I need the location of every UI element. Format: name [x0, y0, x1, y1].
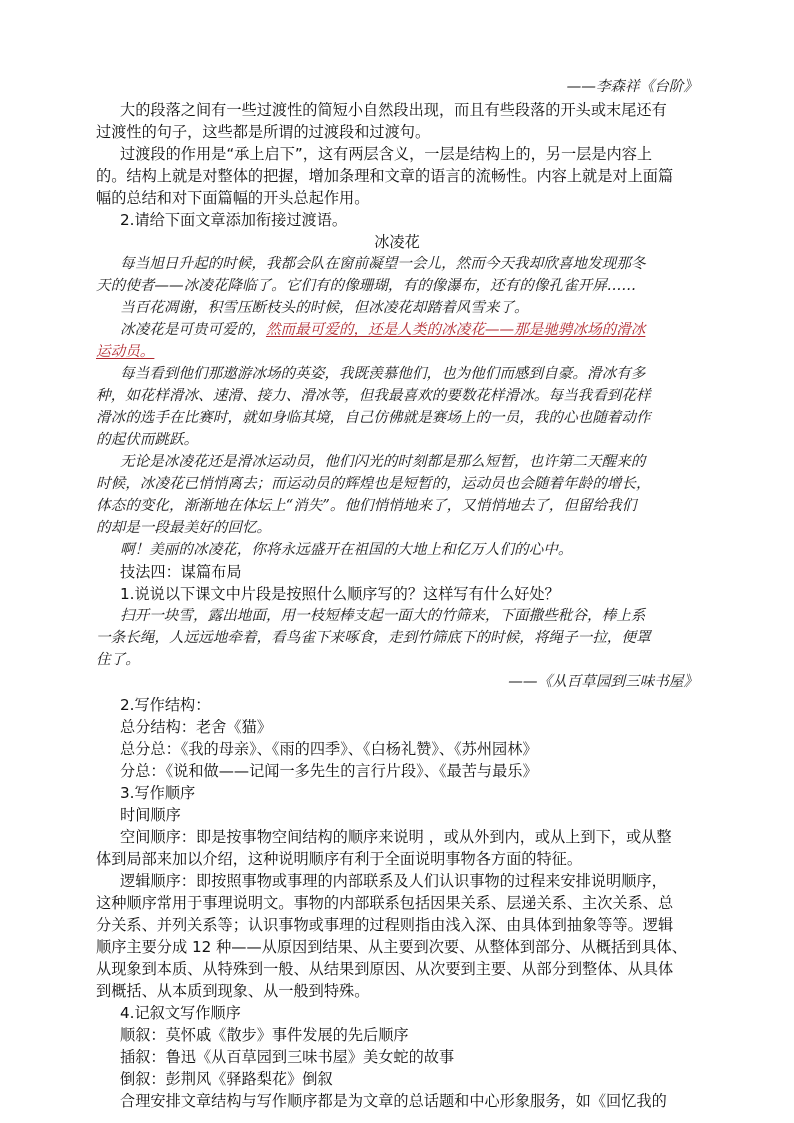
line-text: 冰凌花是可贵可爱的，: [120, 321, 266, 338]
text-line-x1-l2: [96, 627, 651, 649]
line-text: 分总：《说和做——记闻一多先生的言行片段》、《最苦与最乐》: [120, 762, 538, 780]
line-text: 幅的总结和对下面篇幅的开头总起作用。: [96, 189, 370, 207]
line-text: ——《从百草园到三味书屋》: [508, 673, 698, 690]
text-line-s3c-l2: [96, 892, 673, 914]
line-text: 的起伏而跳跃。: [96, 431, 199, 448]
line-text: 3.写作顺序: [120, 784, 196, 802]
text-line-s2b: [120, 738, 538, 760]
line-text: 啊！美丽的冰凌花，你将永远盛开在祖国的大地上和亿万人们的心中。: [120, 541, 573, 558]
text-line-e4-l4: [96, 429, 198, 451]
line-text: 2.请给下面文章添加衔接过渡语。: [120, 211, 348, 229]
text-line-e3-l2: [96, 341, 154, 363]
text-line-p2-l3: [96, 187, 369, 209]
text-line-e6: [120, 539, 572, 561]
line-text: 1.说说以下课文中片段是按照什么顺序写的？这样写有什么好处？: [120, 585, 560, 603]
text-line-s3c-l3: [96, 914, 673, 936]
line-text: 过渡段的作用是“承上启下”，这有两层含义，一层是结构上的，另一层是内容上: [120, 145, 653, 163]
line-text: 住了。: [96, 651, 140, 668]
line-text: 当百花凋谢，积雪压断枝头的时候，但冰凌花却踏着风雪来了。: [120, 299, 529, 316]
text-line-e1-l2: [96, 275, 636, 297]
line-text: 冰凌花: [374, 233, 420, 251]
line-text: 一条长绳，人远远地牵着，看鸟雀下来啄食，走到竹筛底下的时候，将绳子一拉，便罩: [96, 629, 651, 646]
text-line-attr-baicao: [508, 671, 698, 693]
line-text: 的却是一段最美好的回忆。: [96, 519, 272, 536]
line-text: 的。结构上就是对整体的把握，增加条理和文章的语言的流畅性。内容上就是对上面篇: [96, 167, 674, 185]
line-text: 每当旭日升起的时候，我都会队在窗前凝望一会儿，然而今天我却欣喜地发现那冬: [120, 255, 646, 272]
line-text: 无论是冰凌花还是滑冰运动员，他们闪光的时刻都是那么短暂，也许第二天醒来的: [120, 453, 646, 470]
text-line-e4-l1: [120, 363, 645, 385]
text-line-s3: [120, 782, 195, 804]
text-line-s2c: [120, 760, 538, 782]
line-text: 4.记叙文写作顺序: [120, 1004, 241, 1022]
text-line-s3a: [120, 804, 181, 826]
text-line-p2-l2: [96, 165, 673, 187]
red-underlined-answer: 运动员。: [96, 343, 155, 360]
line-text: 体态的变化，渐渐地在体坛上“消失”。他们悄悄地来了，又悄悄地去了，但留给我们: [96, 497, 637, 514]
line-text: 顺叙：莫怀戚《散步》事件发展的先后顺序: [120, 1026, 409, 1044]
line-text: 这种顺序常用于事理说明文。事物的内部联系包括因果关系、层递关系、主次关系、总: [96, 894, 674, 912]
text-line-e1-l1: [120, 253, 645, 275]
line-text: ——李森祥《台阶》: [566, 78, 698, 95]
line-text: 大的段落之间有一些过渡性的简短小自然段出现，而且有些段落的开头或末尾还有: [120, 101, 667, 119]
line-text: 体到局部来加以介绍，这种说明顺序有利于全面说明事物各方面的特征。: [96, 850, 582, 868]
line-text: 分关系、并列关系等；认识事物或事理的过程则指由浅入深、由具体到抽象等等。逻辑: [96, 916, 674, 934]
text-line-e5-l2: [96, 473, 651, 495]
text-line-e5-l4: [96, 517, 271, 539]
text-line-x1-l1: [120, 605, 645, 627]
text-line-s5: [120, 1090, 667, 1112]
red-underlined-answer: 然而最可爱的，还是人类的冰凌花——那是驰骋冰场的滑冰: [265, 321, 646, 338]
line-text: 空间顺序：即是按事物空间结构的顺序来说明 ，或从外到内，或从上到下，或从整: [120, 828, 672, 846]
text-line-s3c-l4: [96, 936, 687, 958]
text-line-e4-l2: [96, 385, 651, 407]
text-line-e4-l3: [96, 407, 651, 429]
line-text: 合理安排文章结构与写作顺序都是为文章的总话题和中心形象服务，如《回忆我的: [120, 1092, 667, 1110]
line-text: 时间顺序: [120, 806, 181, 824]
line-text: 每当看到他们那遨游冰场的英姿，我既羡慕他们，也为他们而感到自豪。滑冰有多: [120, 365, 646, 382]
text-line-title-binglinghua: [0, 231, 794, 253]
text-line-s4: [120, 1002, 241, 1024]
text-line-attr-taijie: [567, 76, 698, 98]
line-text: 2.写作结构：: [120, 696, 211, 714]
text-line-h4: [120, 561, 242, 583]
text-line-x1-l3: [96, 649, 140, 671]
text-line-s4c: [120, 1068, 333, 1090]
text-line-p1-l2: [96, 121, 430, 143]
text-line-p1-l1: [120, 99, 667, 121]
text-line-e5-l3: [96, 495, 636, 517]
line-text: 滑冰的选手在比赛时，就如身临其境，自己仿佛就是赛场上的一员，我的心也随着动作: [96, 409, 651, 426]
line-text: 总分总：《我的母亲》、《雨的四季》、《白杨礼赞》、《苏州园林》: [120, 740, 538, 758]
line-text: 总分结构：老舍《猫》: [120, 718, 272, 736]
text-line-s2: [120, 694, 210, 716]
text-line-e3-l1: [120, 319, 645, 341]
line-text: 逻辑顺序：即按照事物或事理的内部联系及人们认识事物的过程来安排说明顺序，: [120, 872, 667, 890]
line-text: 到概括、从本质到现象、从一般到特殊。: [96, 982, 370, 1000]
line-text: 顺序主要分成 12 种——从原因到结果、从主要到次要、从整体到部分、从概括到具体、: [96, 938, 687, 956]
line-text: 从现象到本质、从特殊到一般、从结果到原因、从次要到主要、从部分到整体、从具体: [96, 960, 674, 978]
line-text: 时候，冰凌花已悄悄离去；而运动员的辉煌也是短暂的，运动员也会随着年龄的增长，: [96, 475, 651, 492]
line-text: 天的使者——冰凌花降临了。它们有的像珊瑚，有的像瀑布，还有的像孔雀开屏……: [96, 277, 636, 294]
text-line-p2-l1: [120, 143, 652, 165]
text-line-e2: [120, 297, 529, 319]
text-line-s4b: [120, 1046, 454, 1068]
line-text: 扫开一块雪，露出地面，用一枝短棒支起一面大的竹筛来，下面撒些秕谷，棒上系: [120, 607, 646, 624]
text-line-s2a: [120, 716, 272, 738]
text-line-s3c-l5: [96, 958, 673, 980]
line-text: 技法四：谋篇布局: [120, 563, 242, 581]
text-line-s3c-l1: [120, 870, 667, 892]
text-line-q2: [120, 209, 347, 231]
line-text: 倒叙：彭荆风《驿路梨花》倒叙: [120, 1070, 333, 1088]
text-line-s3c-l6: [96, 980, 369, 1002]
text-line-s3b-l2: [96, 848, 582, 870]
text-line-s3b-l1: [120, 826, 672, 848]
text-line-e5-l1: [120, 451, 645, 473]
line-text: 插叙：鲁迅《从百草园到三味书屋》美女蛇的故事: [120, 1048, 455, 1066]
line-text: 过渡性的句子，这些都是所谓的过渡段和过渡句。: [96, 123, 431, 141]
text-line-s4a: [120, 1024, 409, 1046]
line-text: 种，如花样滑冰、速滑、接力、滑冰等，但我最喜欢的要数花样滑冰。每当我看到花样: [96, 387, 651, 404]
text-line-q1: [120, 583, 560, 605]
